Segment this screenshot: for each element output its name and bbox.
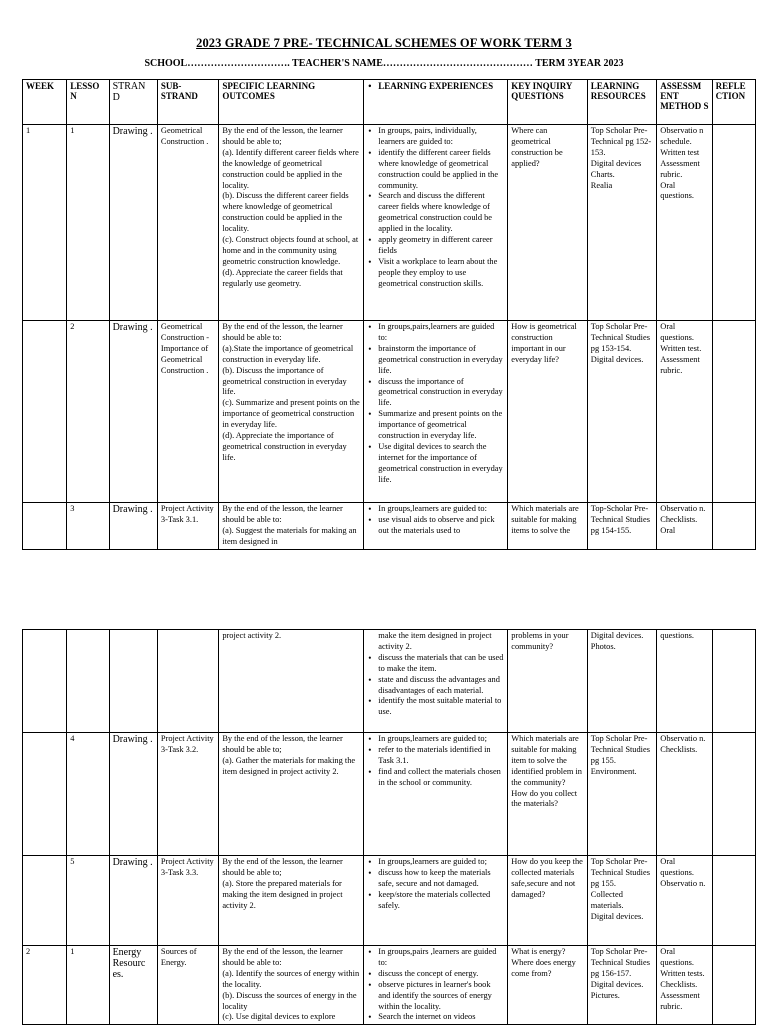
experience-item: • In groups,pairs ,learners are guided to: (367, 947, 504, 969)
slo-line: By the end of the lesson, the learner should be able to: (222, 322, 343, 342)
slo-line: (a). Identify different career fields where the knowledge of geometrical construction could be applied in the locality. (222, 147, 359, 190)
resource-line: Top Scholar Pre-Technical Studies pg 155. (590, 734, 650, 765)
cell-reflection (712, 125, 755, 321)
table-header-row (23, 80, 756, 125)
cell-assessment (657, 733, 712, 856)
assessment-line: Written test. (660, 343, 702, 353)
table-row (23, 125, 756, 321)
resource-line: Pictures. (590, 990, 620, 1000)
assessment-line: Observatio n. (660, 734, 706, 743)
cell-sub-strand: Geometrical Construction - Importance of Geometrical Construction . (157, 321, 218, 503)
resource-line: Environment. (590, 766, 637, 776)
slo-line: (d). Appreciate the importance of geometrical construction in everyday life. (222, 431, 347, 462)
experience-item: • discuss the concept of energy. (367, 969, 504, 980)
cell-week: 2 (23, 946, 67, 1025)
assessment-line: Assessment rubric. (660, 354, 700, 375)
resource-line: Digital devices (590, 158, 642, 168)
experience-item: • Summarize and present points on the importance of geometrical construction in everyday life. (367, 409, 504, 442)
cell-kiq: problems in your community? (508, 630, 588, 733)
cell-kiq: Where can geometrical construction be applied? (508, 125, 588, 321)
experience-item: • brainstorm the importance of geometrical construction in everyday life. (367, 344, 504, 377)
cell-resources (587, 856, 656, 946)
cell-sub-strand (157, 630, 218, 733)
slo-line: By the end of the lesson, the learner should be able to; (222, 126, 343, 146)
table-row (23, 503, 756, 550)
cell-lesson: 2 (67, 321, 109, 503)
experience-item: • discuss how to keep the materials safe, secure and not damaged. (367, 868, 504, 890)
cell-reflection (712, 856, 755, 946)
cell-lesson: 3 (67, 503, 109, 550)
slo-line: (a). Suggest the materials for making an item designed in (222, 525, 357, 546)
cell-reflection (712, 503, 755, 550)
cell-slo (219, 946, 364, 1025)
cell-slo: project activity 2. (219, 630, 364, 733)
resource-line: Collected materials. (590, 889, 624, 910)
cell-week (23, 630, 67, 733)
cell-experiences (364, 856, 508, 946)
cell-experiences (364, 321, 508, 503)
slo-line: (c). Summarize and present points on the importance of geometrical construction in everyday life. (222, 398, 360, 430)
cell-kiq: Which materials are suitable for making item to solve the identified problem in the community? How do you collect the materials? (508, 733, 588, 856)
assessment-line: Checklists. (660, 979, 698, 989)
col-header-strand: STRAN D (109, 80, 157, 125)
cell-lesson: 4 (67, 733, 109, 856)
cell-experiences (364, 125, 508, 321)
cell-sub-strand: Project Activity 3-Task 3.2. (157, 733, 218, 856)
resource-line: Top Scholar Pre-Technical Studies pg 153-154. (590, 322, 650, 353)
resource-line: Digital devices. (590, 979, 644, 989)
col-header-experiences-label: • LEARNING EXPERIENCES (367, 81, 504, 91)
resource-line: Realia (590, 180, 613, 190)
experience-item: • find and collect the materials chosen in the school or community. (367, 767, 504, 789)
document-title: 2023 GRADE 7 PRE- TECHNICAL SCHEMES OF WORK TERM 3 (196, 36, 572, 50)
cell-resources (587, 630, 656, 733)
slo-line: (b). Discuss the different career fields where knowledge of geometrical construction could be applied in the locality. (222, 191, 349, 234)
cell-reflection (712, 321, 755, 503)
cell-experiences (364, 946, 508, 1025)
cell-lesson: 1 (67, 946, 109, 1025)
cell-assessment (657, 125, 712, 321)
assessment-line: Oral (660, 525, 676, 535)
col-header-resources: LEARNING RESOURCES (587, 80, 656, 125)
resource-line: Top Scholar Pre-Technical pg 152-153. (590, 126, 652, 157)
resource-line: Charts. (590, 169, 615, 179)
cell-experiences (364, 733, 508, 856)
assessment-line: Oral questions. (660, 180, 694, 201)
resource-line: Digital devices. (590, 631, 644, 640)
experience-item: • In groups,pairs,learners are guided to: (367, 322, 504, 344)
resource-line: Digital devices. (590, 354, 644, 364)
experience-item: • keep/store the materials collected safely. (367, 890, 504, 912)
experience-item: • use visual aids to observe and pick out the materials used to (367, 515, 504, 537)
cell-strand: Drawing . (109, 321, 157, 503)
table-row (23, 856, 756, 946)
experience-item: • In groups,learners are guided to: (367, 504, 504, 515)
assessment-line: Checklists. (660, 514, 698, 524)
assessment-line: Observatio n schedule. (660, 126, 704, 146)
experience-item: • Use digital devices to search the internet for the importance of geometrical construction in everyday life. (367, 442, 504, 486)
schemes-table-page-2 (22, 629, 756, 1025)
cell-resources: Top-Scholar Pre-Technical Studies pg 154-155. (587, 503, 656, 550)
col-header-slo: SPECIFIC LEARNING OUTCOMES (219, 80, 364, 125)
experience-item: • refer to the materials identified in Task 3.1. (367, 745, 504, 767)
experience-item: • In groups, pairs, individually, learners are guided to: (367, 126, 504, 148)
experience-item: • apply geometry in different career fields (367, 235, 504, 257)
resource-line: Top Scholar Pre-Technical Studies pg 155. (590, 857, 650, 888)
cell-assessment (657, 946, 712, 1025)
slo-line: By the end of the lesson, the learner should be able to; (222, 857, 343, 877)
cell-experiences (364, 503, 508, 550)
slo-line: (b). Discuss the sources of energy in the locality (222, 990, 357, 1011)
resource-line: Digital devices. (590, 911, 644, 921)
slo-line: (a). Store the prepared materials for making the item designed in project activity 2. (222, 878, 343, 910)
experience-continued: make the item designed in project activity 2. (378, 631, 492, 651)
experience-item: • In groups,learners are guided to; (367, 857, 504, 868)
cell-strand: Energy Resourc es. (109, 946, 157, 1025)
cell-reflection (712, 946, 755, 1025)
col-header-kiq: KEY INQUIRY QUESTIONS (508, 80, 588, 125)
document-subtitle: SCHOOL…………………………. TEACHER'S NAME……………………………………… TERM 3YEAR 2023 (144, 58, 624, 69)
experience-item: • In groups,learners are guided to; (367, 734, 504, 745)
cell-kiq: What is energy? Where does energy come from? (508, 946, 588, 1025)
cell-strand: Drawing . (109, 733, 157, 856)
cell-lesson (67, 630, 109, 733)
cell-lesson: 1 (67, 125, 109, 321)
cell-sub-strand: Geometrical Construction . (157, 125, 218, 321)
cell-slo (219, 856, 364, 946)
slo-line: (d). Appreciate the career fields that regularly use geometry. (222, 267, 343, 288)
cell-sub-strand: Project Activity 3-Task 3.3. (157, 856, 218, 946)
cell-experiences (364, 630, 508, 733)
assessment-line: Written tests. (660, 968, 705, 978)
cell-assessment: questions. (657, 630, 712, 733)
cell-week (23, 733, 67, 856)
experience-item: • Visit a workplace to learn about the people they employ to use geometrical construction skills. (367, 257, 504, 290)
cell-kiq: How is geometrical construction important in our everyday life? (508, 321, 588, 503)
cell-reflection (712, 733, 755, 856)
assessment-line: Written test (660, 147, 700, 157)
table-row (23, 733, 756, 856)
experience-item: • identify the different career fields where knowledge of geometrical construction could be applied in the community. (367, 148, 504, 192)
assessment-line: Oral questions. (660, 857, 694, 877)
cell-strand (109, 630, 157, 733)
assessment-line: Assessment rubric. (660, 158, 700, 179)
slo-line: (a).State the importance of geometrical construction in everyday life. (222, 343, 354, 364)
cell-kiq: Which materials are suitable for making items to solve the (508, 503, 588, 550)
table-row (23, 946, 756, 1025)
cell-week: 1 (23, 125, 67, 321)
cell-slo (219, 733, 364, 856)
cell-strand: Drawing . (109, 503, 157, 550)
col-header-sub-strand: SUB- STRAND (157, 80, 218, 125)
table-row (23, 321, 756, 503)
cell-resources (587, 733, 656, 856)
experience-item: • discuss the materials that can be used to make the item. (367, 653, 504, 675)
cell-kiq: How do you keep the collected materials safe,secure and not damaged? (508, 856, 588, 946)
assessment-line: Observatio n. (660, 504, 706, 513)
cell-lesson: 5 (67, 856, 109, 946)
col-header-assessment: ASSESSM ENT METHOD S (657, 80, 712, 125)
slo-line: By the end of the lesson, the learner should be able to: (222, 947, 343, 967)
cell-assessment (657, 856, 712, 946)
slo-line: (a). Gather the materials for making the item designed in project activity 2. (222, 755, 356, 776)
cell-week (23, 321, 67, 503)
assessment-line: Observatio n. (660, 878, 706, 888)
table-row (23, 630, 756, 733)
cell-reflection (712, 630, 755, 733)
cell-resources (587, 125, 656, 321)
assessment-line: Assessment rubric. (660, 990, 700, 1011)
experience-item: • state and discuss the advantages and disadvantages of each material. (367, 675, 504, 697)
cell-slo (219, 125, 364, 321)
experience-item: • discuss the importance of geometrical construction in everyday life. (367, 377, 504, 410)
cell-strand: Drawing . (109, 856, 157, 946)
cell-resources (587, 321, 656, 503)
cell-sub-strand: Sources of Energy. (157, 946, 218, 1025)
cell-week (23, 856, 67, 946)
slo-line: By the end of the lesson, the learner should be able to; (222, 734, 343, 754)
col-header-week: WEEK (23, 80, 67, 125)
slo-line: (a). Identify the sources of energy within the locality. (222, 968, 360, 989)
cell-slo (219, 321, 364, 503)
slo-line: (c). Use digital devices to explore (222, 1012, 336, 1022)
cell-week (23, 503, 67, 550)
assessment-line: Checklists. (660, 744, 698, 754)
experience-item: • Search the internet on videos (367, 1012, 504, 1023)
cell-assessment (657, 321, 712, 503)
assessment-line: Oral questions. (660, 947, 694, 967)
cell-sub-strand: Project Activity 3-Task 3.1. (157, 503, 218, 550)
experience-item: • observe pictures in learner's book and identify the sources of energy within the locality. (367, 980, 504, 1013)
col-header-reflection: REFLE CTION (712, 80, 755, 125)
assessment-line: Oral questions. (660, 322, 694, 342)
experience-item: • identify the most suitable material to use. (367, 696, 504, 718)
cell-resources (587, 946, 656, 1025)
resource-line: Top Scholar Pre-Technical Studies pg 156-157. (590, 947, 650, 978)
col-header-lesson: LESSO N (67, 80, 109, 125)
slo-line: By the end of the lesson, the learner should be able to: (222, 504, 343, 524)
schemes-table-page-1 (22, 79, 756, 550)
cell-slo (219, 503, 364, 550)
cell-assessment (657, 503, 712, 550)
experience-item: • Search and discuss the different career fields where knowledge of geometrical construction could be applied in the locality. (367, 191, 504, 235)
col-header-experiences (364, 80, 508, 125)
slo-line: (b). Discuss the importance of geometrical construction in everyday life. (222, 365, 347, 397)
cell-strand: Drawing . (109, 125, 157, 321)
resource-line: Photos. (590, 641, 616, 651)
slo-line: (c). Construct objects found at school, at home and in the community using geometric construction knowledge. (222, 235, 359, 266)
